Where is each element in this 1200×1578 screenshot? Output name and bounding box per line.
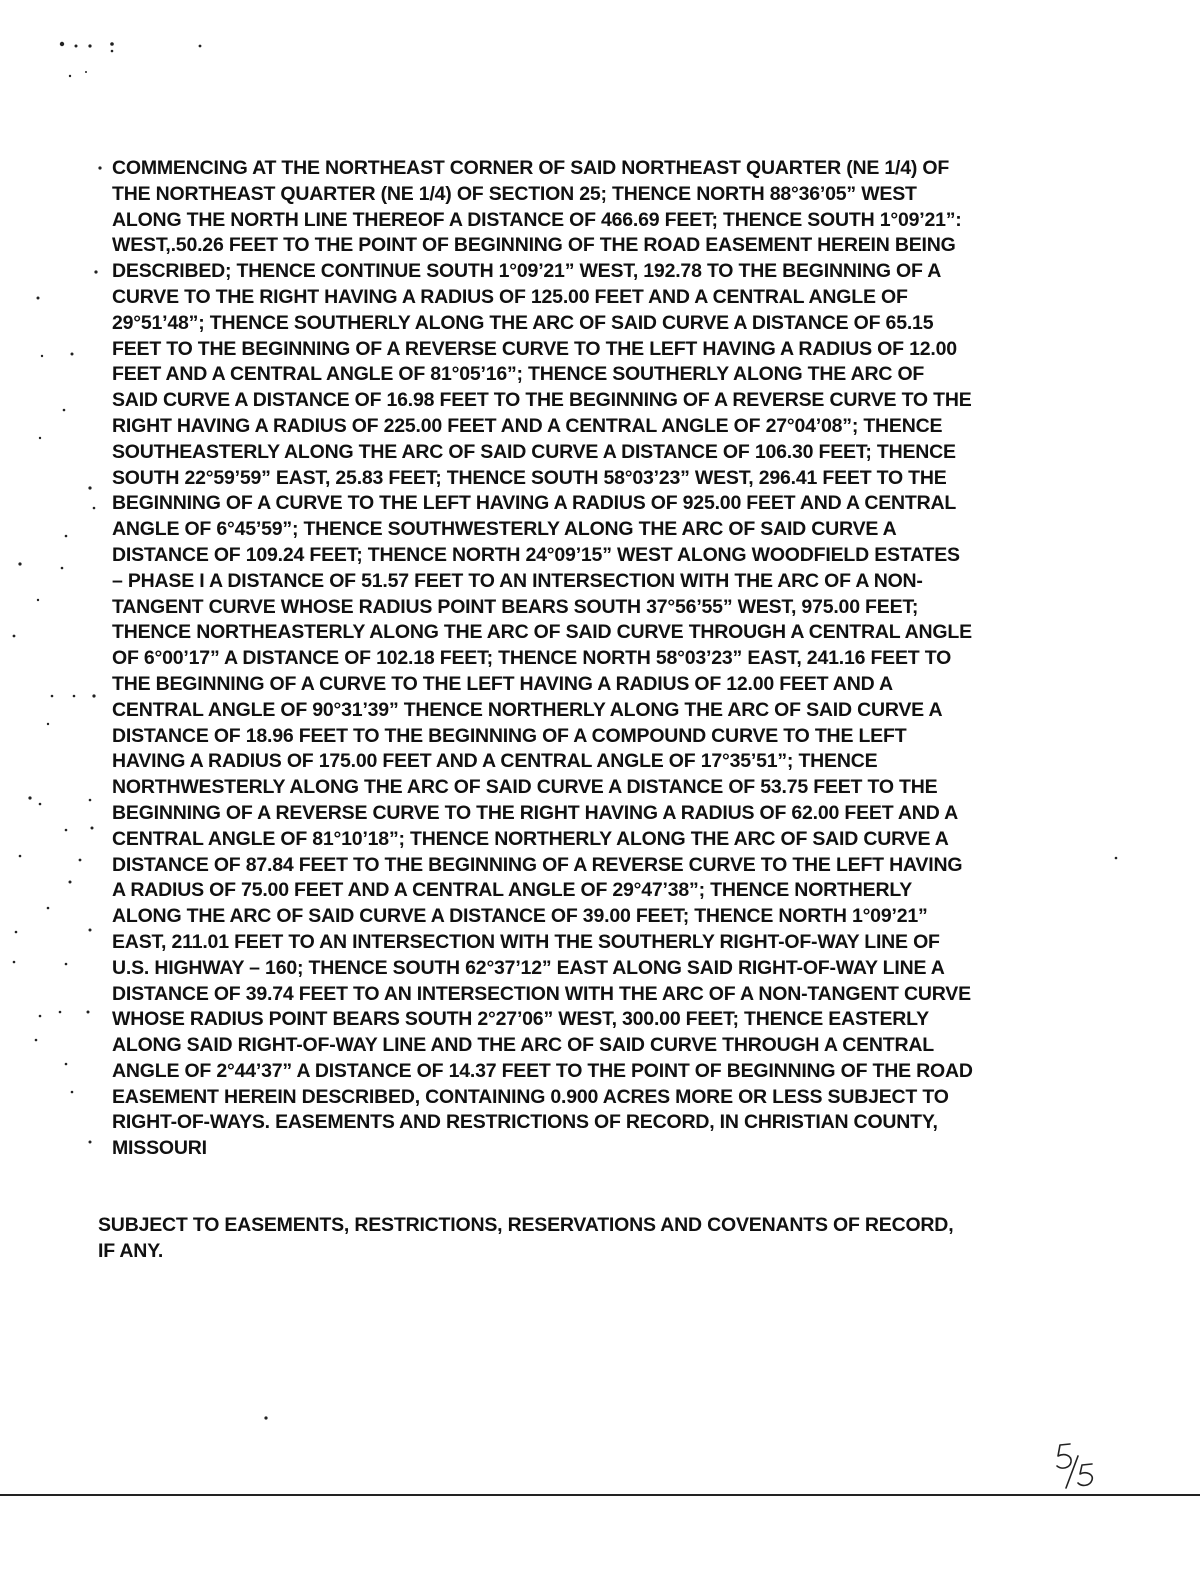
paragraph-line: SOUTH 22°59’59” EAST, 25.83 FEET; THENCE SOUTH 58°03’23” WEST, 296.41 FEET TO THE <box>112 466 947 489</box>
paragraph-line: FEET AND A CENTRAL ANGLE OF 81°05’16”; THENCE SOUTHERLY ALONG THE ARC OF <box>112 363 925 386</box>
paragraph-line: THENCE NORTHEASTERLY ALONG THE ARC OF SAID CURVE THROUGH A CENTRAL ANGLE <box>112 621 972 644</box>
paragraph-line: DISTANCE OF 18.96 FEET TO THE BEGINNING OF A COMPOUND CURVE TO THE LEFT <box>112 724 907 747</box>
legal-description-paragraph <box>112 156 1097 1162</box>
paragraph-line: SAID CURVE A DISTANCE OF 16.98 FEET TO THE BEGINNING OF A REVERSE CURVE TO THE <box>112 389 972 412</box>
paragraph-line: BEGINNING OF A CURVE TO THE LEFT HAVING A RADIUS OF 925.00 FEET AND A CENTRAL <box>112 492 957 515</box>
paragraph-line: WEST,.50.26 FEET TO THE POINT OF BEGINNING OF THE ROAD EASEMENT HEREIN BEING <box>112 234 956 257</box>
subject-to-clause <box>98 1213 1083 1265</box>
paragraph-line: A RADIUS OF 75.00 FEET AND A CENTRAL ANGLE OF 29°47’38”; THENCE NORTHERLY <box>112 879 913 902</box>
paragraph-line: U.S. HIGHWAY – 160; THENCE SOUTH 62°37’12” EAST ALONG SAID RIGHT-OF-WAY LINE A <box>112 956 945 979</box>
bottom-rule <box>0 1494 1200 1496</box>
paragraph-line: HAVING A RADIUS OF 175.00 FEET AND A CENTRAL ANGLE OF 17°35’51”; THENCE <box>112 750 878 773</box>
paragraph-line: FEET TO THE BEGINNING OF A REVERSE CURVE TO THE LEFT HAVING A RADIUS OF 12.00 <box>112 337 957 360</box>
paragraph-line: TANGENT CURVE WHOSE RADIUS POINT BEARS SOUTH 37°56’55” WEST, 975.00 FEET; <box>112 595 919 618</box>
paragraph-line: CURVE TO THE RIGHT HAVING A RADIUS OF 125.00 FEET AND A CENTRAL ANGLE OF <box>112 285 908 308</box>
paragraph-line: CENTRAL ANGLE OF 81°10’18”; THENCE NORTHERLY ALONG THE ARC OF SAID CURVE A <box>112 827 949 850</box>
paragraph-line: MISSOURI <box>112 1137 207 1160</box>
paragraph-line: EAST, 211.01 FEET TO AN INTERSECTION WITH THE SOUTHERLY RIGHT-OF-WAY LINE OF <box>112 930 940 953</box>
paragraph-line: WHOSE RADIUS POINT BEARS SOUTH 2°27’06” WEST, 300.00 FEET; THENCE EASTERLY <box>112 1008 929 1031</box>
paragraph-line: THE BEGINNING OF A CURVE TO THE LEFT HAVING A RADIUS OF 12.00 FEET AND A <box>112 672 893 695</box>
paragraph-line: DESCRIBED; THENCE CONTINUE SOUTH 1°09’21” WEST, 192.78 TO THE BEGINNING OF A <box>112 260 942 283</box>
paragraph-line: CENTRAL ANGLE OF 90°31’39” THENCE NORTHERLY ALONG THE ARC OF SAID CURVE A <box>112 698 943 721</box>
paragraph-line: ALONG SAID RIGHT-OF-WAY LINE AND THE ARC OF SAID CURVE THROUGH A CENTRAL <box>112 1034 934 1057</box>
paragraph-line: ALONG THE NORTH LINE THEREOF A DISTANCE OF 466.69 FEET; THENCE SOUTH 1°09’21”: <box>112 208 962 231</box>
paragraph-line: DISTANCE OF 109.24 FEET; THENCE NORTH 24°09’15” WEST ALONG WOODFIELD ESTATES <box>112 543 960 566</box>
paragraph-line: DISTANCE OF 87.84 FEET TO THE BEGINNING OF A REVERSE CURVE TO THE LEFT HAVING <box>112 853 963 876</box>
paragraph-line: RIGHT HAVING A RADIUS OF 225.00 FEET AND A CENTRAL ANGLE OF 27°04’08”; THENCE <box>112 414 943 437</box>
paragraph-line: EASEMENT HEREIN DESCRIBED, CONTAINING 0.900 ACRES MORE OR LESS SUBJECT TO <box>112 1085 949 1108</box>
paragraph-line: THE NORTHEAST QUARTER (NE 1/4) OF SECTION 25; THENCE NORTH 88°36’05” WEST <box>112 182 917 205</box>
paragraph-line: NORTHWESTERLY ALONG THE ARC OF SAID CURVE A DISTANCE OF 53.75 FEET TO THE <box>112 776 938 799</box>
paragraph-line: ALONG THE ARC OF SAID CURVE A DISTANCE OF 39.00 FEET; THENCE NORTH 1°09’21” <box>112 905 928 928</box>
paragraph-line: BEGINNING OF A REVERSE CURVE TO THE RIGHT HAVING A RADIUS OF 62.00 FEET AND A <box>112 801 958 824</box>
paragraph-line: OF 6°00’17” A DISTANCE OF 102.18 FEET; THENCE NORTH 58°03’23” EAST, 241.16 FEET TO <box>112 647 952 670</box>
subject-line: SUBJECT TO EASEMENTS, RESTRICTIONS, RESERVATIONS AND COVENANTS OF RECORD, <box>98 1214 954 1236</box>
handwritten-page-number <box>1040 1440 1120 1490</box>
paragraph-line: SOUTHEASTERLY ALONG THE ARC OF SAID CURVE A DISTANCE OF 106.30 FEET; THENCE <box>112 440 956 463</box>
paragraph-line: RIGHT-OF-WAYS. EASEMENTS AND RESTRICTIONS OF RECORD, IN CHRISTIAN COUNTY, <box>112 1111 938 1134</box>
paragraph-line: COMMENCING AT THE NORTHEAST CORNER OF SAID NORTHEAST QUARTER (NE 1/4) OF <box>112 157 950 179</box>
subject-line: IF ANY. <box>98 1239 164 1262</box>
paragraph-line: DISTANCE OF 39.74 FEET TO AN INTERSECTION WITH THE ARC OF A NON-TANGENT CURVE <box>112 982 971 1005</box>
paragraph-line: – PHASE I A DISTANCE OF 51.57 FEET TO AN INTERSECTION WITH THE ARC OF A NON- <box>112 569 923 592</box>
paragraph-line: ANGLE OF 6°45’59”; THENCE SOUTHWESTERLY ALONG THE ARC OF SAID CURVE A <box>112 518 897 541</box>
paragraph-line: 29°51’48”; THENCE SOUTHERLY ALONG THE ARC OF SAID CURVE A DISTANCE OF 65.15 <box>112 311 934 334</box>
paragraph-line: ANGLE OF 2°44’37” A DISTANCE OF 14.37 FEET TO THE POINT OF BEGINNING OF THE ROAD <box>112 1059 973 1082</box>
